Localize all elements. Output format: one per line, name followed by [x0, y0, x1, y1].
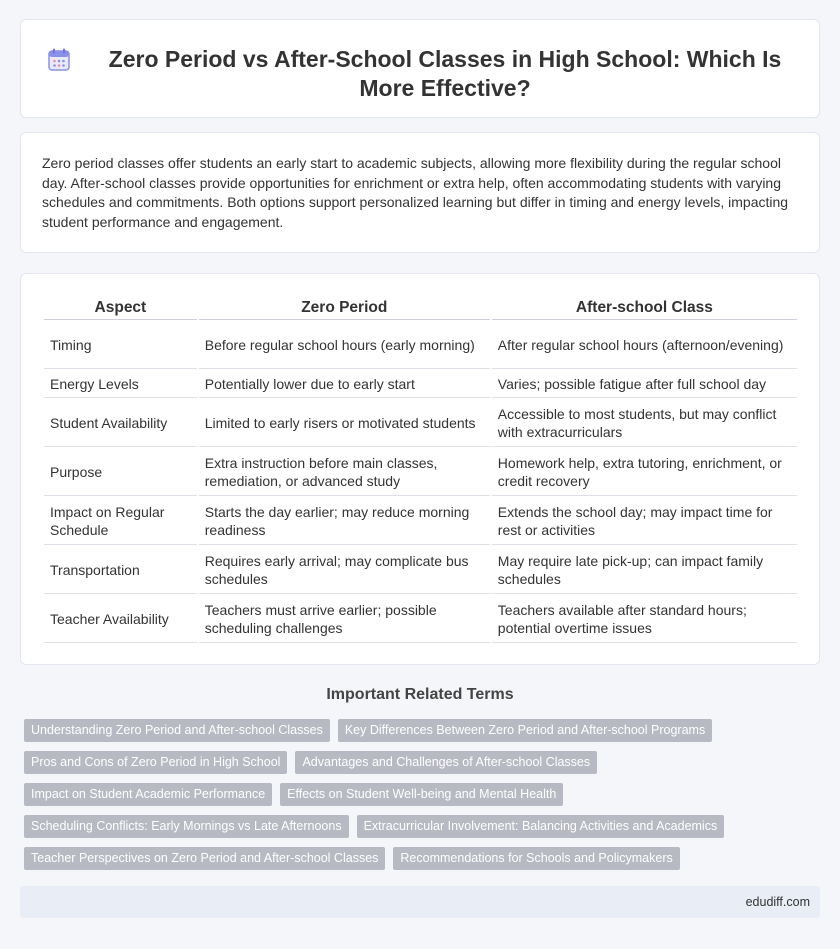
related-term-tag[interactable]: Extracurricular Involvement: Balancing Activities and Academics: [357, 815, 725, 838]
related-term-tag[interactable]: Advantages and Challenges of After-school Classes: [295, 751, 597, 774]
after-school-cell: May require late pick-up; can impact family schedules: [492, 547, 797, 594]
related-term-tag[interactable]: Scheduling Conflicts: Early Mornings vs Late Afternoons: [24, 815, 349, 838]
related-tags-row: [24, 751, 597, 774]
table-row: [44, 596, 797, 643]
aspect-cell: Impact on Regular Schedule: [44, 498, 197, 545]
related-term-tag[interactable]: Understanding Zero Period and After-school Classes: [24, 719, 330, 742]
aspect-cell: Timing: [44, 322, 197, 369]
table-row: [44, 400, 797, 447]
zero-period-cell: Before regular school hours (early morning): [199, 322, 490, 369]
comparison-card: [20, 273, 820, 665]
header-after-school: After-school Class: [492, 296, 797, 320]
related-term-tag[interactable]: Pros and Cons of Zero Period in High School: [24, 751, 287, 774]
after-school-cell: After regular school hours (afternoon/evening): [492, 322, 797, 369]
title-card: [20, 19, 820, 118]
zero-period-cell: Limited to early risers or motivated students: [199, 400, 490, 447]
related-term-tag[interactable]: Teacher Perspectives on Zero Period and After-school Classes: [24, 847, 385, 870]
table-row: [44, 547, 797, 594]
related-term-tag[interactable]: Key Differences Between Zero Period and After-school Programs: [338, 719, 712, 742]
footer-site-link[interactable]: edudiff.com: [745, 895, 810, 909]
after-school-cell: Homework help, extra tutoring, enrichment, or credit recovery: [492, 449, 797, 496]
after-school-cell: Teachers available after standard hours; potential overtime issues: [492, 596, 797, 643]
zero-period-cell: Potentially lower due to early start: [199, 371, 490, 398]
table-row: [44, 498, 797, 545]
related-tags-row: [24, 815, 724, 838]
after-school-cell: Extends the school day; may impact time for rest or activities: [492, 498, 797, 545]
table-row: [44, 449, 797, 496]
related-term-tag[interactable]: Recommendations for Schools and Policymakers: [393, 847, 679, 870]
zero-period-cell: Teachers must arrive earlier; possible scheduling challenges: [199, 596, 490, 643]
after-school-cell: Varies; possible fatigue after full school day: [492, 371, 797, 398]
related-tags-row: [24, 719, 712, 742]
calendar-icon: [46, 47, 72, 73]
related-terms-title: Important Related Terms: [326, 686, 514, 703]
aspect-cell: Teacher Availability: [44, 596, 197, 643]
zero-period-cell: Requires early arrival; may complicate bus schedules: [199, 547, 490, 594]
after-school-cell: Accessible to most students, but may conflict with extracurriculars: [492, 400, 797, 447]
table-row: [44, 371, 797, 398]
header-zero-period: Zero Period: [199, 296, 490, 320]
related-term-tag[interactable]: Effects on Student Well-being and Mental Health: [280, 783, 563, 806]
table-row: [44, 322, 797, 369]
footer: [20, 886, 820, 918]
related-tags-row: [24, 783, 563, 806]
comparison-table: [42, 294, 799, 645]
aspect-cell: Student Availability: [44, 400, 197, 447]
intro-card: [20, 132, 820, 253]
header-aspect: Aspect: [44, 296, 197, 320]
aspect-cell: Purpose: [44, 449, 197, 496]
table-header-row: [44, 296, 797, 320]
aspect-cell: Transportation: [44, 547, 197, 594]
related-tags-row: [24, 847, 680, 870]
page-title: Zero Period vs After-School Classes in High School: Which Is More Effective?: [108, 46, 782, 101]
zero-period-cell: Starts the day earlier; may reduce morning readiness: [199, 498, 490, 545]
zero-period-cell: Extra instruction before main classes, remediation, or advanced study: [199, 449, 490, 496]
intro-paragraph: Zero period classes offer students an early start to academic subjects, allowing more flexibility during the regular school day. After-school classes provide opportunities for enrichment or extra help, often accommodating students with varying schedules and commitments. Both options support personalized learning but differ in timing and energy levels, impacting student performance and engagement.: [42, 155, 789, 230]
aspect-cell: Energy Levels: [44, 371, 197, 398]
related-term-tag[interactable]: Impact on Student Academic Performance: [24, 783, 272, 806]
